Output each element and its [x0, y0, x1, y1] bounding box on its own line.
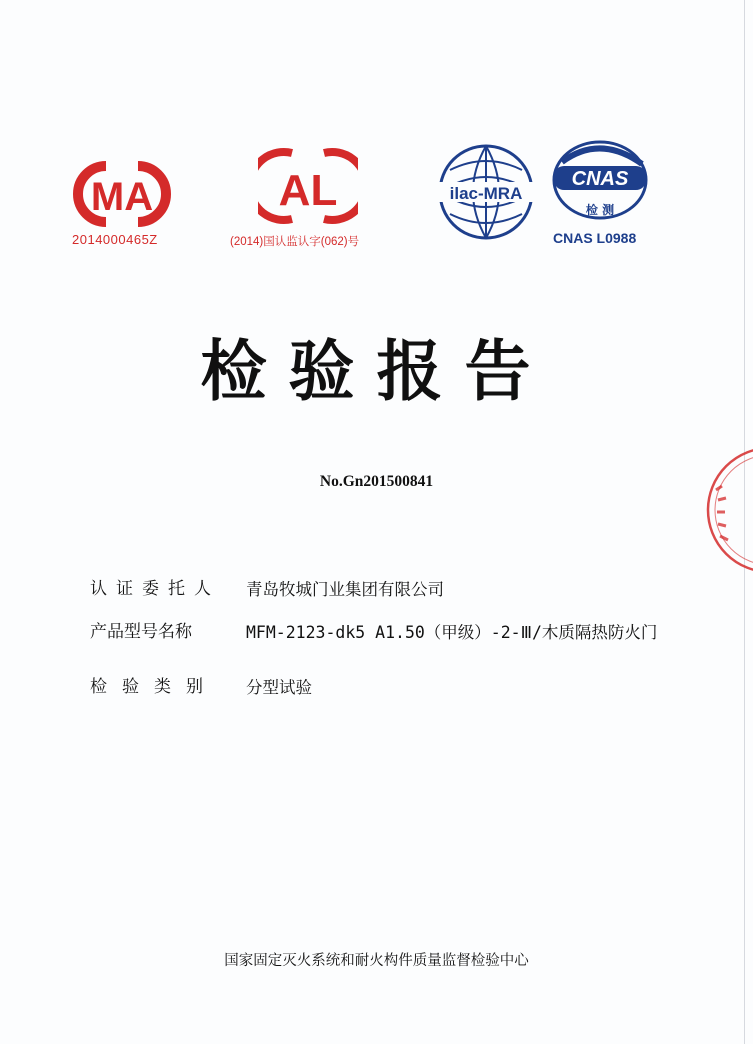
- cal-logo-text: AL: [278, 166, 338, 215]
- seal-stamp-icon: [700, 440, 753, 580]
- client-label: 认证委托人: [90, 579, 220, 599]
- cal-license-number: (2014)国认监认字(062)号: [230, 236, 360, 248]
- cnas-logo-text: CNAS: [571, 168, 629, 190]
- report-title: 检验报告: [200, 333, 553, 410]
- cnas-logo: [550, 138, 650, 230]
- official-seal: [700, 440, 753, 584]
- report-number: No.Gn201500841: [319, 473, 434, 490]
- product-label: 产品型号名称: [90, 622, 192, 642]
- cma-logo: [66, 160, 178, 228]
- cma-number: 2014000465Z: [72, 232, 158, 247]
- inspection-type-row: [90, 677, 720, 698]
- product-value: MFM-2123-dk5 A1.50（甲级）-2-Ⅲ/木质隔热防火门: [246, 623, 658, 642]
- cnas-logo-icon: [550, 138, 650, 230]
- globe-icon: [430, 142, 542, 242]
- cma-logo-text: MA: [90, 175, 154, 219]
- inspection-type-value: 分型试验: [246, 678, 312, 697]
- cnas-logo-subtext: 检 测: [585, 203, 615, 217]
- inspection-type-label: 检验类别: [90, 677, 218, 697]
- cal-logo: [258, 145, 358, 227]
- client-value: 青岛牧城门业集团有限公司: [246, 580, 444, 599]
- ilac-logo-text: ilac-MRA: [449, 184, 523, 203]
- cal-logo-icon: [258, 145, 358, 227]
- cnas-number: CNAS L0988: [553, 230, 637, 246]
- client-row: [90, 579, 720, 600]
- product-row: [90, 622, 720, 643]
- ilac-mra-logo: [430, 142, 542, 242]
- cma-logo-icon: [66, 160, 178, 228]
- issuing-organization: 国家固定灭火系统和耐火构件质量监督检验中心: [224, 953, 529, 969]
